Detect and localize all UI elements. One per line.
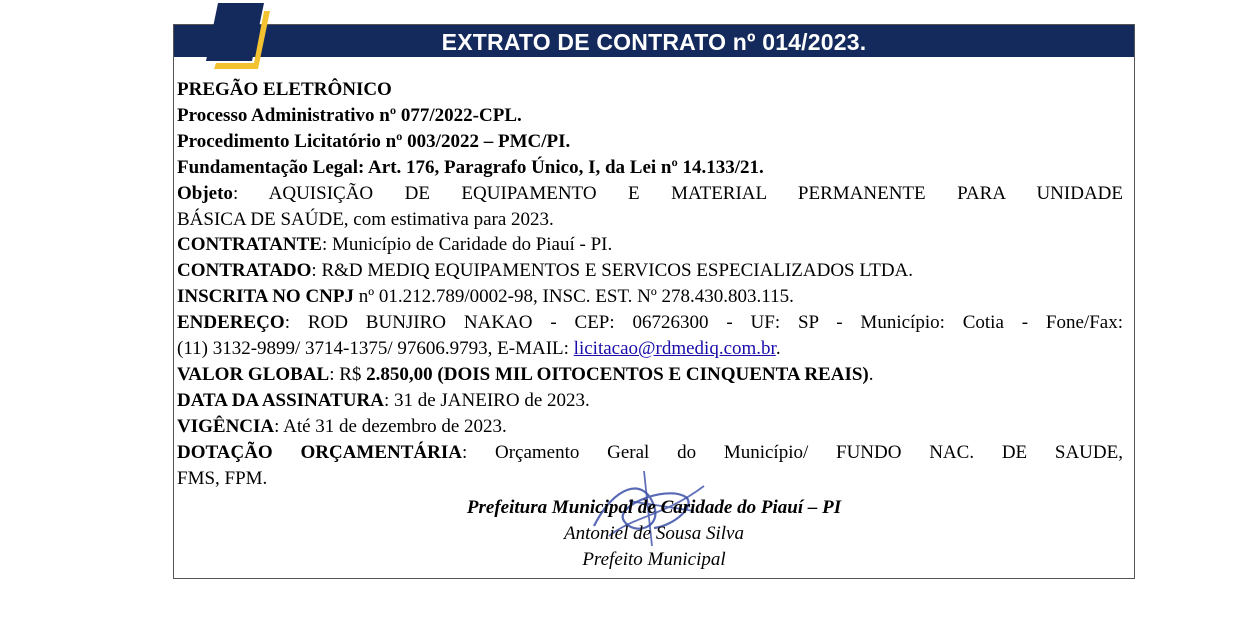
endereco-end: . xyxy=(775,338,781,360)
email-link[interactable]: licitacao@rdmediq.com.br xyxy=(573,338,776,360)
procedimento-line: Procedimento Licitatório nº 003/2022 – PMC/PI. xyxy=(177,130,571,152)
objeto-line-1 xyxy=(177,181,1123,207)
footer-org: Prefeitura Municipal de Caridade do Piauí – PI xyxy=(466,497,842,518)
cnpj-value: nº 01.212.789/0002-98, INSC. EST. Nº 278.430.803.115. xyxy=(354,286,794,308)
signature-block xyxy=(174,495,1134,573)
valor-line xyxy=(177,362,1123,388)
objeto-label: Objeto xyxy=(177,182,233,204)
contratado-line xyxy=(177,258,1123,284)
contract-extract-box xyxy=(173,24,1135,579)
valor-prefix: : R$ xyxy=(329,363,367,385)
valor-value: 2.850,00 (DOIS MIL OITOCENTOS E CINQUENTA REAIS) xyxy=(366,363,869,385)
endereco-label: ENDEREÇO xyxy=(177,312,285,334)
endereco-line-1 xyxy=(177,310,1123,336)
contratante-line xyxy=(177,232,1123,258)
modalidade-line: PREGÃO ELETRÔNICO xyxy=(177,79,392,100)
cnpj-label: INSCRITA NO CNPJ xyxy=(177,286,355,308)
dotacao-label: DOTAÇÃO ORÇAMENTÁRIA xyxy=(177,441,462,463)
objeto-text-1: : AQUISIÇÃO DE EQUIPAMENTO E MATERIAL PERMANENTE PARA UNIDADE xyxy=(232,182,1123,204)
endereco-line-2 xyxy=(177,336,1123,362)
page-title: EXTRATO DE CONTRATO nº 014/2023. xyxy=(441,29,867,55)
vigencia-label: VIGÊNCIA xyxy=(177,415,275,437)
contratante-value: : Município de Caridade do Piauí - PI. xyxy=(321,234,613,256)
data-label: DATA DA ASSINATURA xyxy=(177,389,384,411)
data-assinatura-line xyxy=(177,388,1123,414)
processo-line: Processo Administrativo nº 077/2022-CPL. xyxy=(177,104,522,126)
dotacao-value-1: : Orçamento Geral do Município/ FUNDO NAC. DE SAUDE, xyxy=(461,441,1123,463)
dotacao-line-2: FMS, FPM. xyxy=(177,467,268,489)
valor-label: VALOR GLOBAL xyxy=(177,363,330,385)
contract-body xyxy=(177,77,1123,492)
dotacao-line-1 xyxy=(177,440,1123,466)
data-value: : 31 de JANEIRO de 2023. xyxy=(383,389,590,411)
contratado-label: CONTRATADO xyxy=(177,260,312,282)
contratante-label: CONTRATANTE xyxy=(177,234,322,256)
footer-name: Antoniel de Sousa Silva xyxy=(564,522,744,544)
valor-end: . xyxy=(868,363,874,385)
vigencia-line xyxy=(177,414,1123,440)
endereco-value-1: : ROD BUNJIRO NAKAO - CEP: 06726300 - UF: SP - Município: Cotia - Fone/Fax: xyxy=(284,312,1123,334)
header-bar xyxy=(174,25,1134,57)
fundamentacao-line: Fundamentação Legal: Art. 176, Paragrafo Único, I, da Lei nº 14.133/21. xyxy=(177,156,764,178)
contratado-value: : R&D MEDIQ EQUIPAMENTOS E SERVICOS ESPECIALIZADOS LTDA. xyxy=(311,260,914,282)
vigencia-value: : Até 31 de dezembro de 2023. xyxy=(274,415,507,437)
logo-icon xyxy=(204,3,274,73)
footer-role: Prefeito Municipal xyxy=(582,548,726,570)
endereco-value-2: (11) 3132-9899/ 3714-1375/ 97606.9793, E-MAIL: xyxy=(177,338,574,360)
cnpj-line xyxy=(177,284,1123,310)
objeto-line-2: BÁSICA DE SAÚDE, com estimativa para 2023. xyxy=(177,208,554,230)
